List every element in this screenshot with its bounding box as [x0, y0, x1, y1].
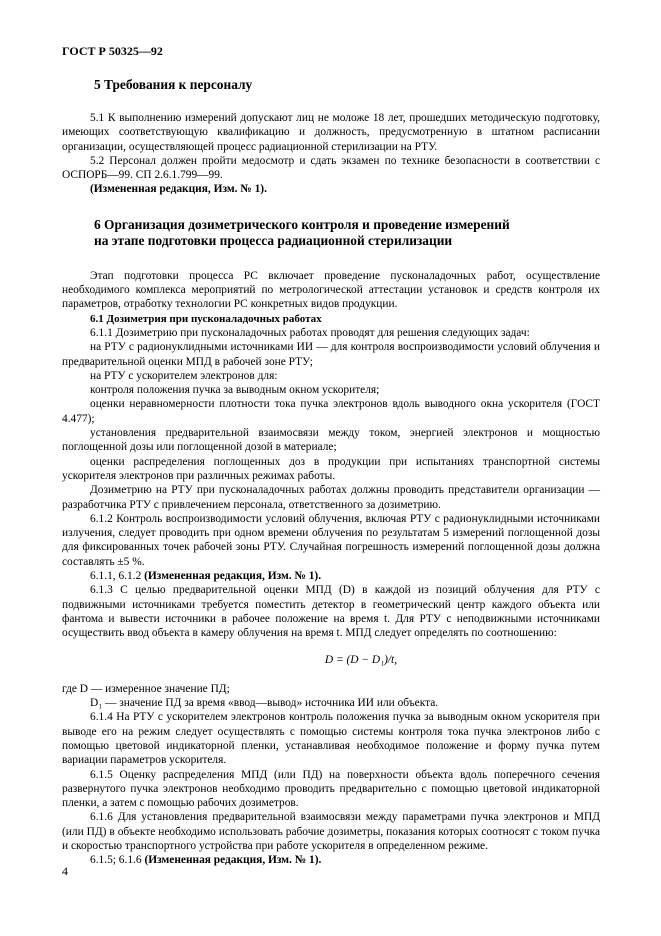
paragraph-5-1: 5.1 К выполнению измерений допускают лиц не моложе 18 лет, прошедших методическую подготовку, имеющих соответствующую квалификацию и должность, предусмотренную в штатном расписании организации, осуществляющей процесс радиационной стерилизации на РТУ.: [62, 112, 600, 153]
section-6-intro: Этап подготовки процесса РС включает проведение пусконаладочных работ, осуществление необходимого комплекса мероприятий по метрологической аттестации установок и средств контроля их параметров, отработку технологии РС конкретных видов продукции.: [62, 269, 600, 311]
paragraph-6-1-3: 6.1.3 С целью предварительной оценки МПД (D) в каждой из позиций облучения для РТУ с подвижными источниками требуется поместить детектор в геометрический центр каждого объекта или фантома и вывести источники в рабочее положение на время t. Для РТУ с неподвижными источниками осуществить ввод объекта в камеру облучения на время t. МПД следует определять по соотношению:: [62, 584, 600, 640]
formula: D = (D − D₁)/t,: [324, 653, 398, 666]
list-item: оценки распределения поглощенных доз в продукции при испытаниях транспортной системы ускорителя электронов при различных режимах работы.: [62, 455, 600, 482]
paragraph-6-1-1: 6.1.1 Дозиметрию при пусконаладочных работах проводят для решения следующих задач:: [90, 326, 530, 339]
paragraph-5-2: 5.2 Персонал должен пройти медосмотр и сдать экзамен по технике безопасности в соответствии с ОСПОРБ—99. СП 2.6.1.799—99.: [62, 154, 600, 182]
paragraph-6-1-6: 6.1.6 Для установления предварительной взаимосвязи между параметрами пучка электронов и МПД (или ПД) в объекте необходимо использовать рабочие дозиметры, показания которых соотносят с током пучка и скоростью транспортного устройства при работе ускорителя в определенном режиме.: [62, 811, 600, 853]
page-body: [62, 60, 600, 868]
section-6-title-line2: на этапе подготовки процесса радиационной стерилизации: [94, 232, 453, 248]
amendment-note: (Измененная редакция, Изм. № 1).: [144, 854, 322, 867]
section-6-title: [94, 217, 600, 249]
list-item: Дозиметрию на РТУ при пусконаладочных работах должны проводить представители организации — разработчика РТУ с привлечением персонала, ответственного за дозиметрию.: [62, 484, 600, 511]
amendment-note: (Измененная редакция, Изм. № 1).: [144, 570, 322, 583]
list-item: установления предварительной взаимосвязи между током, энергией электронов и мощностью поглощенной дозы или поглощенной дозой в материале;: [62, 427, 600, 454]
section-5-title: 5 Требования к персоналу: [94, 77, 253, 92]
list-item: оценки неравномерности плотности тока пучка электронов вдоль выводного окна ускорителя (ГОСТ 4.477);: [62, 398, 600, 425]
list-item: на РТУ с ускорителем электронов для:: [90, 369, 278, 382]
amendment-ref: 6.1.5; 6.1.6: [90, 854, 142, 867]
amendment-line: [62, 853, 600, 867]
paragraph-6-1-4: 6.1.4 На РТУ с ускорителем электронов контроль положения пучка за выводным окном ускорителя при выводе его на режим следует осуществлять с помощью системы контроля тока пучка электронов либо с помощью цветовой индикаторной пленки, устанавливая необходимое положение и форму пучка путем вариации параметров ускорителя.: [62, 711, 600, 767]
amendment-note: (Измененная редакция, Изм. № 1).: [90, 183, 267, 196]
formula-where-2: D₁ — значение ПД за время «ввод—вывод» источника ИИ или объекта.: [90, 697, 439, 710]
list-item: контроля положения пучка за выводным окном ускорителя;: [90, 384, 380, 397]
amendment-line: [62, 569, 600, 583]
page-number: 4: [62, 864, 68, 878]
amendment-ref: 6.1.1, 6.1.2: [90, 570, 142, 583]
section-6-title-line1: 6 Организация дозиметрического контроля и проведение измерений: [94, 216, 510, 232]
formula-where-1: где D — измеренное значение ПД;: [62, 682, 230, 695]
list-item: на РТУ с радионуклидными источниками ИИ — для контроля воспроизводимости условий облучения и предварительной оценки МПД в рабочей зоне РТУ;: [62, 341, 600, 368]
paragraph-6-1-2: 6.1.2 Контроль воспроизводимости условий облучения, включая РТУ с радионуклидными источниками излучения, следует проводить при одном времени облучения по результатам 5 измерений поглощенной дозы для фиксированных точек рабочей зоны РТУ. Случайная погрешность измерений поглощенной дозы должна составлять ±5 %.: [62, 512, 600, 568]
paragraph-6-1-5: 6.1.5 Оценку распределения МПД (или ПД) на поверхности объекта вдоль поперечного сечения развернутого пучка электронов необходимо проводить предварительно с помощью цветовой индикаторной пленки, а затем с помощью рабочих дозиметров.: [62, 768, 600, 810]
subsection-6-1-title: 6.1 Дозиметрия при пусконаладочных работах: [90, 312, 322, 325]
running-header: ГОСТ Р 50325—92: [62, 44, 163, 58]
